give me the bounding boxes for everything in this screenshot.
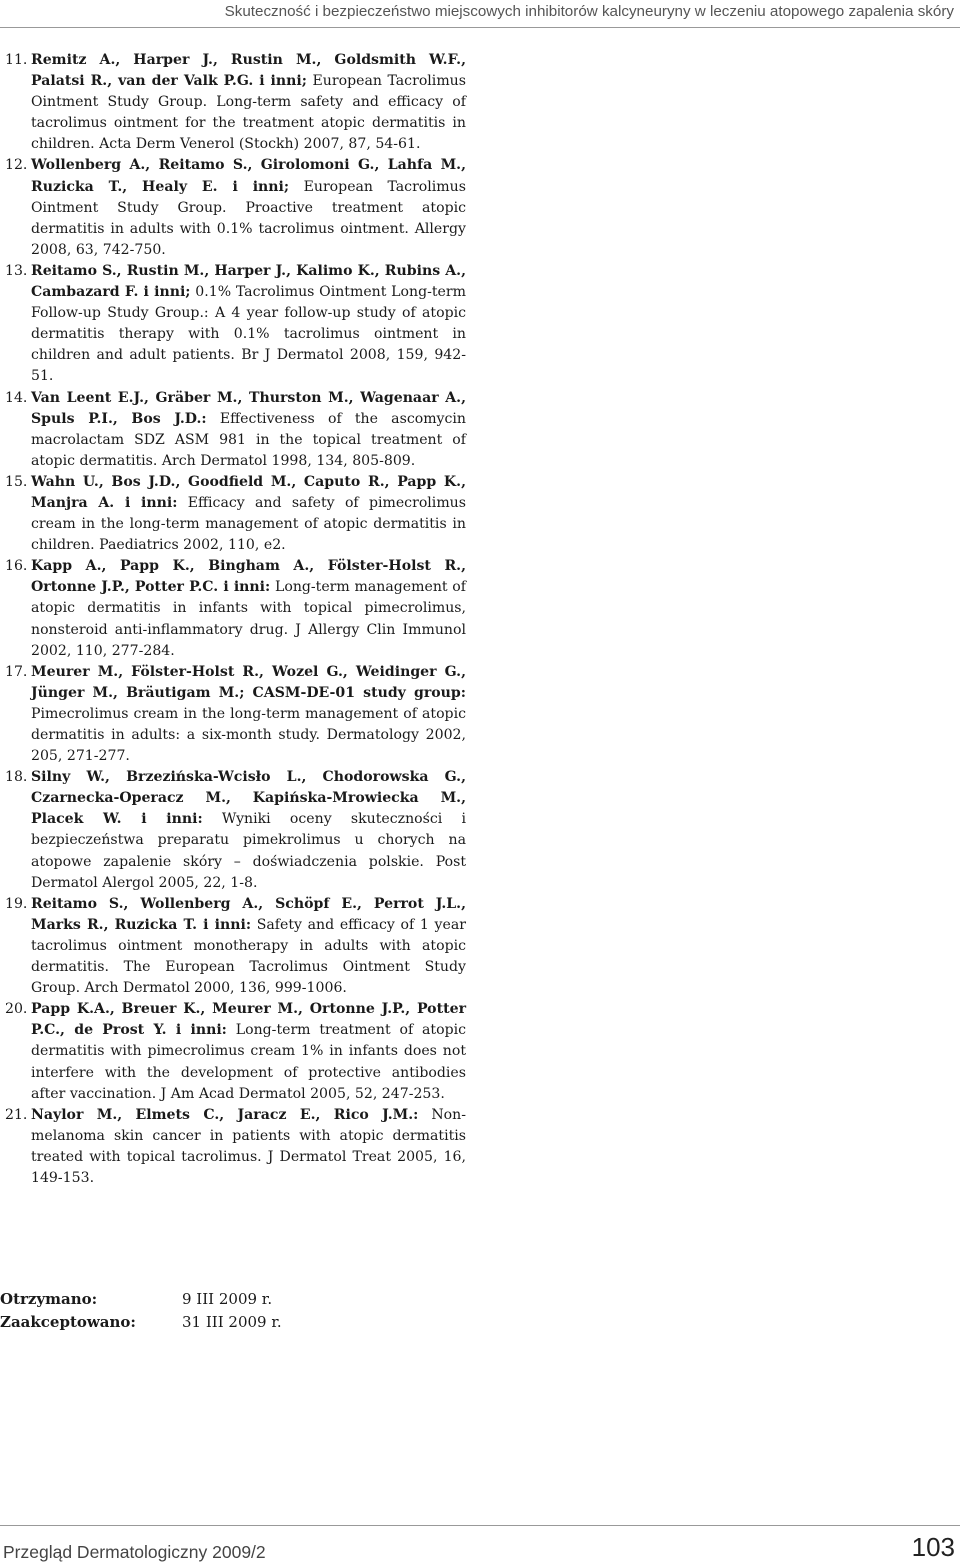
journal-name: Przegląd Dermatologiczny 2009/2 — [3, 1542, 266, 1562]
reference-authors: Naylor M., Elmets C., Jaracz E., Rico J.M.: — [31, 1106, 419, 1123]
reference-text: Safety and efficacy of 1 year tacrolimus ointment monotherapy in adults with atopic dermatitis. The European Tacrolimus Ointment Study Group. Arch Dermatol 2000, 136, 999-1006. — [31, 916, 466, 997]
reference-number: 16. — [5, 558, 28, 575]
reference-number: 17. — [5, 663, 28, 680]
reference-item — [0, 50, 466, 155]
reference-number: 20. — [5, 1001, 28, 1018]
reference-item — [0, 1105, 466, 1189]
reference-list — [0, 50, 466, 1189]
received-row — [0, 1288, 282, 1311]
accepted-date: 31 III 2009 r. — [182, 1313, 282, 1331]
reference-text: European Tacrolimus Ointment Study Group. Long-term safety and efficacy of tacrolimus ointment for the treatment atopic dermatitis in children. Acta Derm Venerol (Stockh) 2007, 87, 54-61. — [31, 73, 466, 153]
reference-authors: Papp K.A., Breuer K., Meurer M., Ortonne J.P., Potter P.C., de Prost Y. i inni: — [31, 1001, 466, 1039]
reference-number: 12. — [5, 157, 28, 174]
reference-authors: Reitamo S., Wollenberg A., Schöpf E., Perrot J.L., Marks R., Ruzicka T. i inni: — [31, 895, 466, 933]
reference-item — [0, 472, 466, 556]
footer-divider — [0, 1525, 960, 1526]
reference-text: 0.1% Tacrolimus Ointment Long-term Follow-up Study Group.: A 4 year follow-up study of atopic dermatitis therapy with 0.1% tacrolimus ointment in children and adult patients. Br J Dermatol 2008, 159, 942-51. — [31, 284, 466, 385]
reference-text: Non-melanoma skin cancer in patients with atopic dermatitis treated with topical tacrolimus. J Dermatol Treat 2005, 16, 149-153. — [31, 1106, 466, 1186]
reference-authors: Wollenberg A., Reitamo S., Girolomoni G., Lahfa M., Ruzicka T., Healy E. i inni; — [31, 157, 466, 195]
reference-text: Efficacy and safety of pimecrolimus cream in the long-term management of atopic dermatitis in children. Paediatrics 2002, 110, e2. — [31, 494, 466, 554]
reference-text: European Tacrolimus Ointment Study Group. Proactive treatment atopic dermatitis in adults with 0.1% tacrolimus ointment. Allergy 2008, 63, 742-750. — [31, 178, 466, 258]
reference-authors: Kapp A., Papp K., Bingham A., Fölster-Holst R., Ortonne J.P., Potter P.C. i inni: — [31, 558, 466, 596]
reference-authors: Reitamo S., Rustin M., Harper J., Kalimo K., Rubins A., Cambazard F. i inni; — [31, 262, 466, 301]
reference-text: Pimecrolimus cream in the long-term management of atopic dermatitis in adults: a six-month study. Dermatology 2002, 205, 271-277. — [31, 705, 466, 765]
reference-item — [0, 999, 466, 1104]
reference-text: Long-term management of atopic dermatitis in infants with topical pimecrolimus, nonsteroid anti-inflammatory drug. J Allergy Clin Immunol 2002, 110, 277-284. — [31, 579, 466, 659]
reference-number: 18. — [5, 769, 28, 786]
reference-number: 15. — [5, 473, 28, 490]
reference-item — [0, 894, 466, 999]
accepted-label: Zaakceptowano: — [0, 1313, 136, 1331]
running-header — [0, 0, 960, 28]
reference-text: Long-term treatment of atopic dermatitis with pimecrolimus cream 1% in infants does not interfere with the development of protective antibodies after vaccination. J Am Acad Dermatol 2005, 52, 247-253. — [31, 1022, 466, 1102]
reference-item — [0, 767, 466, 894]
received-label: Otrzymano: — [0, 1290, 98, 1308]
reference-authors: Meurer M., Fölster-Holst R., Wozel G., Weidinger G., Jünger M., Bräutigam M.; CASM-DE-01 study group: — [31, 663, 466, 701]
reference-item — [0, 155, 466, 260]
reference-item — [0, 261, 466, 388]
reference-text: Wyniki oceny skuteczności i bezpieczeństwa preparatu pimekrolimus u chorych na atopowe zapalenie skóry – doświadczenia polskie. Post Dermatol Alergol 2005, 22, 1-8. — [31, 811, 466, 891]
reference-number: 19. — [5, 895, 28, 912]
reference-number: 21. — [5, 1106, 28, 1123]
reference-authors: Van Leent E.J., Gräber M., Thurston M., Wagenaar A., Spuls P.I., Bos J.D.: — [31, 389, 466, 427]
reference-item — [0, 556, 466, 661]
reference-item — [0, 662, 466, 767]
reference-number: 13. — [5, 262, 28, 279]
reference-authors: Silny W., Brzezińska-Wcisło L., Chodorowska G., Czarnecka-Operacz M., Kapińska-Mrowiecka M., Placek W. i inni: — [31, 769, 466, 828]
reference-authors: Remitz A., Harper J., Rustin M., Goldsmith W.F., Palatsi R., van der Valk P.G. i inni; — [31, 52, 466, 90]
reference-authors: Wahn U., Bos J.D., Goodfield M., Caputo R., Papp K., Manjra A. i inni: — [31, 473, 466, 511]
received-date: 9 III 2009 r. — [182, 1290, 273, 1308]
reference-number: 14. — [5, 389, 28, 406]
page-number: 103 — [911, 1532, 955, 1562]
running-title: Skuteczność i bezpieczeństwo miejscowych inhibitorów kalcyneuryny w leczeniu atopowego zapalenia skóry — [224, 3, 954, 20]
accepted-row — [0, 1311, 282, 1334]
reference-number: 11. — [5, 52, 28, 68]
reference-item — [0, 388, 466, 472]
article-dates — [0, 1288, 282, 1334]
reference-text: Effectiveness of the ascomycin macrolactam SDZ ASM 981 in the topical treatment of atopic dermatitis. Arch Dermatol 1998, 134, 805-809. — [31, 410, 467, 469]
